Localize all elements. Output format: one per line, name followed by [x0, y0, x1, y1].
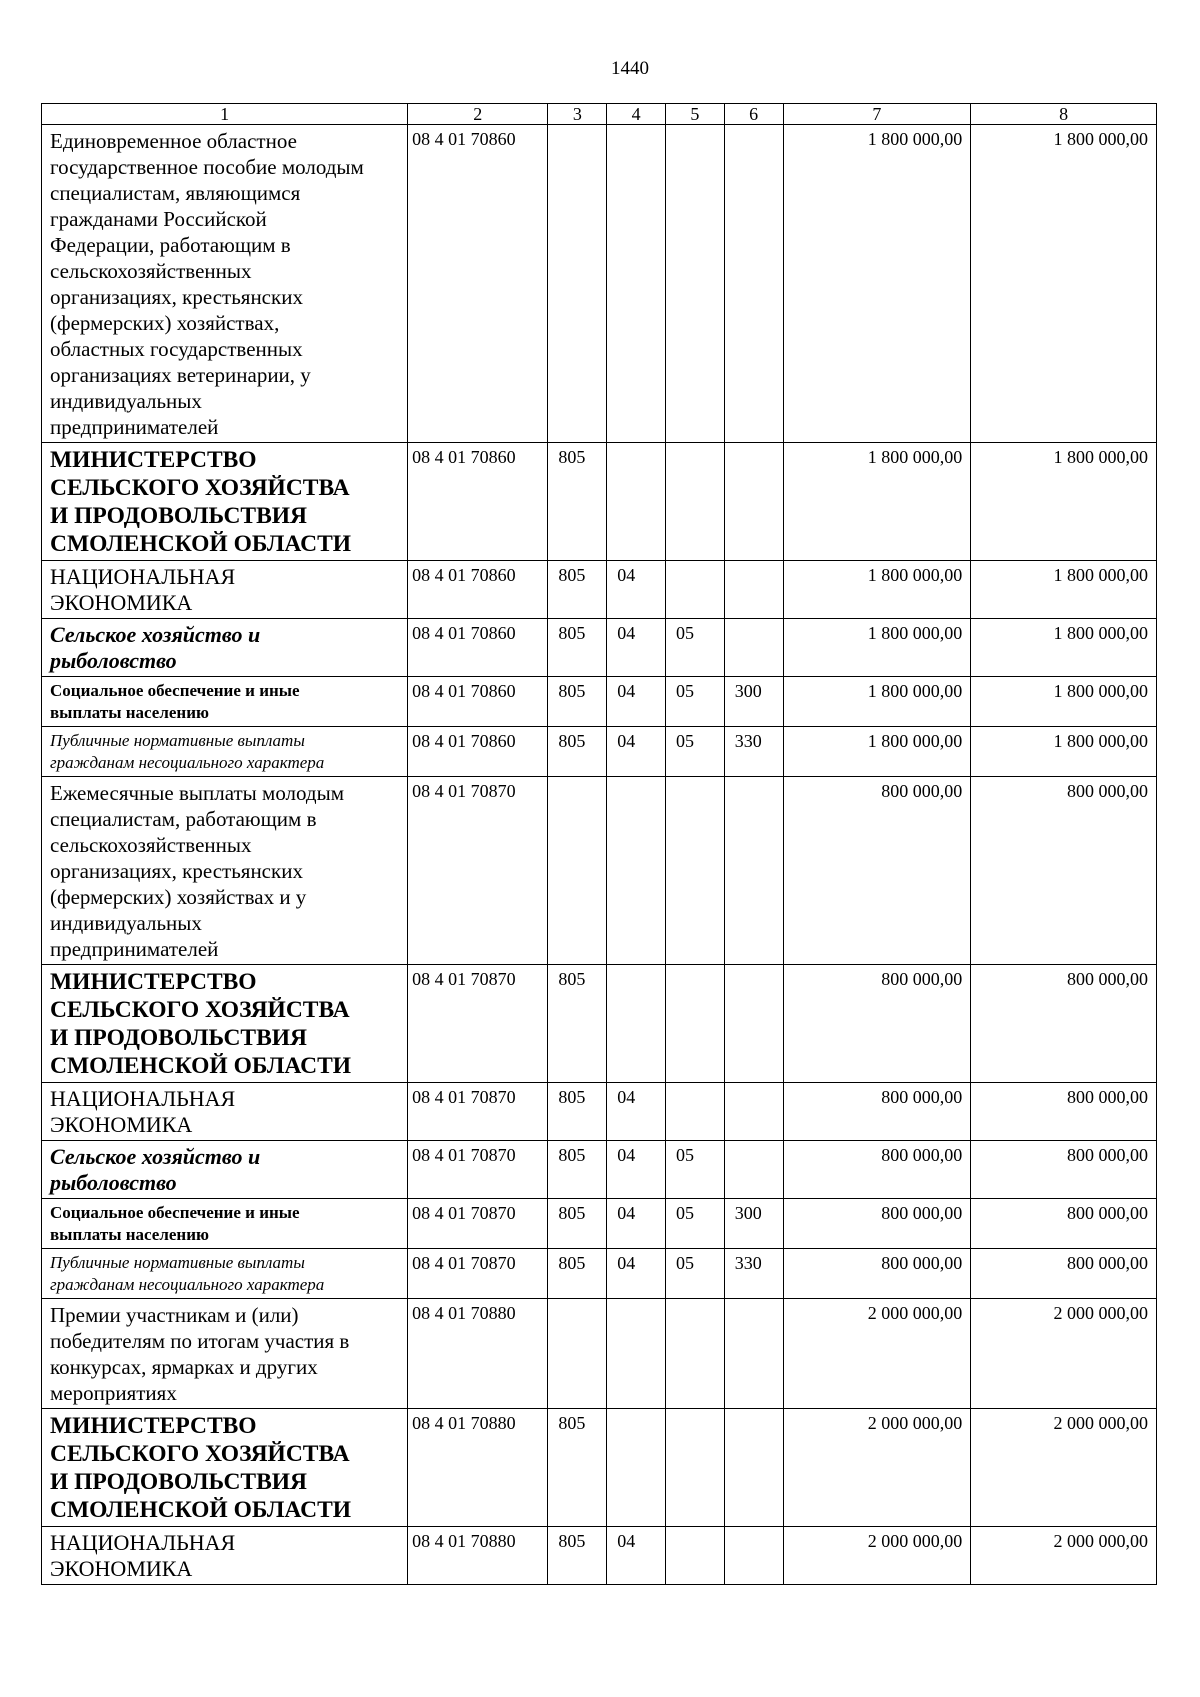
row-name: МИНИСТЕРСТВО СЕЛЬСКОГО ХОЗЯЙСТВА И ПРОДОВОЛЬСТВИЯ СМОЛЕНСКОЙ ОБЛАСТИ: [42, 443, 408, 561]
row-col-3: 805: [548, 1249, 607, 1299]
row-col-5: [665, 1409, 724, 1527]
table-row: [42, 125, 1157, 443]
row-col-6: [724, 125, 783, 443]
column-header-8: 8: [971, 104, 1157, 125]
column-header-3: 3: [548, 104, 607, 125]
row-col-4: [607, 125, 666, 443]
row-amount-7: 1 800 000,00: [783, 727, 971, 777]
row-col-5: [665, 1083, 724, 1141]
table-row: [42, 727, 1157, 777]
row-col-3: 805: [548, 443, 607, 561]
row-code: 08 4 01 70860: [408, 561, 548, 619]
column-header-5: 5: [665, 104, 724, 125]
row-col-4: 04: [607, 727, 666, 777]
row-amount-8: 1 800 000,00: [971, 443, 1157, 561]
row-amount-8: 1 800 000,00: [971, 125, 1157, 443]
row-col-5: [665, 561, 724, 619]
column-number-row: [42, 104, 1157, 125]
row-code: 08 4 01 70870: [408, 1141, 548, 1199]
row-name: Единовременное областное государственное пособие молодым специалистам, являющимся гражданами Российской Федерации, работающим в сельскохозяйственных организациях, крестьянских (фермерских) хозяйствах, областных государственных организациях ветеринарии, у индивидуальных предпринимателей: [42, 125, 408, 443]
row-col-3: 805: [548, 1409, 607, 1527]
column-header-4: 4: [607, 104, 666, 125]
row-col-6: [724, 1141, 783, 1199]
row-col-3: [548, 125, 607, 443]
row-code: 08 4 01 70870: [408, 1083, 548, 1141]
row-col-6: [724, 619, 783, 677]
table-row: [42, 677, 1157, 727]
row-col-4: 04: [607, 1141, 666, 1199]
row-amount-8: 800 000,00: [971, 1141, 1157, 1199]
row-amount-8: 800 000,00: [971, 777, 1157, 965]
row-col-4: 04: [607, 1527, 666, 1585]
row-amount-7: 800 000,00: [783, 777, 971, 965]
row-amount-7: 1 800 000,00: [783, 443, 971, 561]
row-code: 08 4 01 70860: [408, 619, 548, 677]
row-name: МИНИСТЕРСТВО СЕЛЬСКОГО ХОЗЯЙСТВА И ПРОДОВОЛЬСТВИЯ СМОЛЕНСКОЙ ОБЛАСТИ: [42, 965, 408, 1083]
row-code: 08 4 01 70860: [408, 727, 548, 777]
row-col-3: [548, 777, 607, 965]
row-col-6: [724, 777, 783, 965]
row-name: Социальное обеспечение и иные выплаты населению: [42, 677, 408, 727]
row-code: 08 4 01 70870: [408, 1249, 548, 1299]
row-col-4: 04: [607, 677, 666, 727]
row-col-3: 805: [548, 727, 607, 777]
row-name: МИНИСТЕРСТВО СЕЛЬСКОГО ХОЗЯЙСТВА И ПРОДОВОЛЬСТВИЯ СМОЛЕНСКОЙ ОБЛАСТИ: [42, 1409, 408, 1527]
table-row: [42, 1409, 1157, 1527]
row-name: Публичные нормативные выплаты гражданам несоциального характера: [42, 727, 408, 777]
budget-table: [41, 103, 1157, 1585]
row-col-3: 805: [548, 1199, 607, 1249]
row-amount-8: 800 000,00: [971, 1199, 1157, 1249]
table-row: [42, 1299, 1157, 1409]
table-row: [42, 1199, 1157, 1249]
row-col-4: 04: [607, 1249, 666, 1299]
table-row: [42, 777, 1157, 965]
table-header: [42, 104, 1157, 125]
row-amount-7: 1 800 000,00: [783, 125, 971, 443]
row-col-6: [724, 443, 783, 561]
row-col-5: 05: [665, 1199, 724, 1249]
row-col-6: [724, 1083, 783, 1141]
page-number: 1440: [611, 58, 649, 79]
row-amount-8: 800 000,00: [971, 1249, 1157, 1299]
row-col-4: [607, 965, 666, 1083]
row-amount-7: 800 000,00: [783, 1141, 971, 1199]
row-col-4: [607, 777, 666, 965]
row-col-6: [724, 561, 783, 619]
row-col-3: 805: [548, 619, 607, 677]
row-col-3: 805: [548, 677, 607, 727]
row-col-6: 300: [724, 677, 783, 727]
row-col-3: [548, 1299, 607, 1409]
row-code: 08 4 01 70860: [408, 677, 548, 727]
row-col-4: [607, 1299, 666, 1409]
row-col-3: 805: [548, 965, 607, 1083]
row-col-5: [665, 1527, 724, 1585]
row-code: 08 4 01 70880: [408, 1409, 548, 1527]
table-row: [42, 1083, 1157, 1141]
row-col-5: [665, 777, 724, 965]
table-row: [42, 561, 1157, 619]
row-col-6: [724, 965, 783, 1083]
row-name: Социальное обеспечение и иные выплаты населению: [42, 1199, 408, 1249]
row-code: 08 4 01 70860: [408, 125, 548, 443]
row-amount-7: 800 000,00: [783, 1199, 971, 1249]
row-col-3: 805: [548, 1083, 607, 1141]
table-row: [42, 1141, 1157, 1199]
row-amount-7: 800 000,00: [783, 1083, 971, 1141]
row-name: Публичные нормативные выплаты гражданам несоциального характера: [42, 1249, 408, 1299]
row-col-4: 04: [607, 1083, 666, 1141]
table-row: [42, 619, 1157, 677]
row-amount-8: 2 000 000,00: [971, 1299, 1157, 1409]
table-row: [42, 965, 1157, 1083]
row-col-3: 805: [548, 1527, 607, 1585]
row-name: НАЦИОНАЛЬНАЯ ЭКОНОМИКА: [42, 1527, 408, 1585]
row-amount-7: 1 800 000,00: [783, 677, 971, 727]
row-amount-7: 1 800 000,00: [783, 619, 971, 677]
row-col-5: [665, 125, 724, 443]
table-row: [42, 1527, 1157, 1585]
row-col-4: [607, 443, 666, 561]
row-code: 08 4 01 70870: [408, 965, 548, 1083]
row-code: 08 4 01 70880: [408, 1299, 548, 1409]
row-amount-7: 1 800 000,00: [783, 561, 971, 619]
row-amount-8: 1 800 000,00: [971, 561, 1157, 619]
row-code: 08 4 01 70880: [408, 1527, 548, 1585]
row-code: 08 4 01 70860: [408, 443, 548, 561]
column-header-6: 6: [724, 104, 783, 125]
row-amount-7: 2 000 000,00: [783, 1409, 971, 1527]
row-col-4: [607, 1409, 666, 1527]
row-amount-8: 1 800 000,00: [971, 727, 1157, 777]
row-name: НАЦИОНАЛЬНАЯ ЭКОНОМИКА: [42, 561, 408, 619]
row-amount-7: 2 000 000,00: [783, 1299, 971, 1409]
column-header-7: 7: [783, 104, 971, 125]
row-col-5: 05: [665, 1141, 724, 1199]
row-amount-8: 1 800 000,00: [971, 619, 1157, 677]
row-col-3: 805: [548, 1141, 607, 1199]
row-col-6: 300: [724, 1199, 783, 1249]
row-col-5: [665, 443, 724, 561]
row-code: 08 4 01 70870: [408, 1199, 548, 1249]
row-amount-8: 2 000 000,00: [971, 1409, 1157, 1527]
row-col-4: 04: [607, 619, 666, 677]
column-header-2: 2: [408, 104, 548, 125]
row-name: Премии участникам и (или) победителям по итогам участия в конкурсах, ярмарках и других мероприятиях: [42, 1299, 408, 1409]
row-amount-8: 1 800 000,00: [971, 677, 1157, 727]
row-code: 08 4 01 70870: [408, 777, 548, 965]
row-col-6: 330: [724, 727, 783, 777]
row-amount-7: 2 000 000,00: [783, 1527, 971, 1585]
row-col-5: [665, 1299, 724, 1409]
table-body: [42, 125, 1157, 1585]
row-amount-8: 2 000 000,00: [971, 1527, 1157, 1585]
row-col-5: 05: [665, 1249, 724, 1299]
row-col-6: [724, 1527, 783, 1585]
row-amount-7: 800 000,00: [783, 965, 971, 1083]
row-name: Сельское хозяйство и рыболовство: [42, 619, 408, 677]
row-col-3: 805: [548, 561, 607, 619]
row-amount-8: 800 000,00: [971, 965, 1157, 1083]
row-col-4: 04: [607, 561, 666, 619]
row-col-4: 04: [607, 1199, 666, 1249]
row-name: Ежемесячные выплаты молодым специалистам, работающим в сельскохозяйственных организациях, крестьянских (фермерских) хозяйствах и у индивидуальных предпринимателей: [42, 777, 408, 965]
row-col-5: 05: [665, 727, 724, 777]
column-header-1: 1: [42, 104, 408, 125]
row-col-5: [665, 965, 724, 1083]
row-col-6: [724, 1409, 783, 1527]
table-row: [42, 1249, 1157, 1299]
row-col-5: 05: [665, 677, 724, 727]
row-amount-7: 800 000,00: [783, 1249, 971, 1299]
row-amount-8: 800 000,00: [971, 1083, 1157, 1141]
row-col-6: [724, 1299, 783, 1409]
table-row: [42, 443, 1157, 561]
row-col-5: 05: [665, 619, 724, 677]
row-name: Сельское хозяйство и рыболовство: [42, 1141, 408, 1199]
row-col-6: 330: [724, 1249, 783, 1299]
row-name: НАЦИОНАЛЬНАЯ ЭКОНОМИКА: [42, 1083, 408, 1141]
